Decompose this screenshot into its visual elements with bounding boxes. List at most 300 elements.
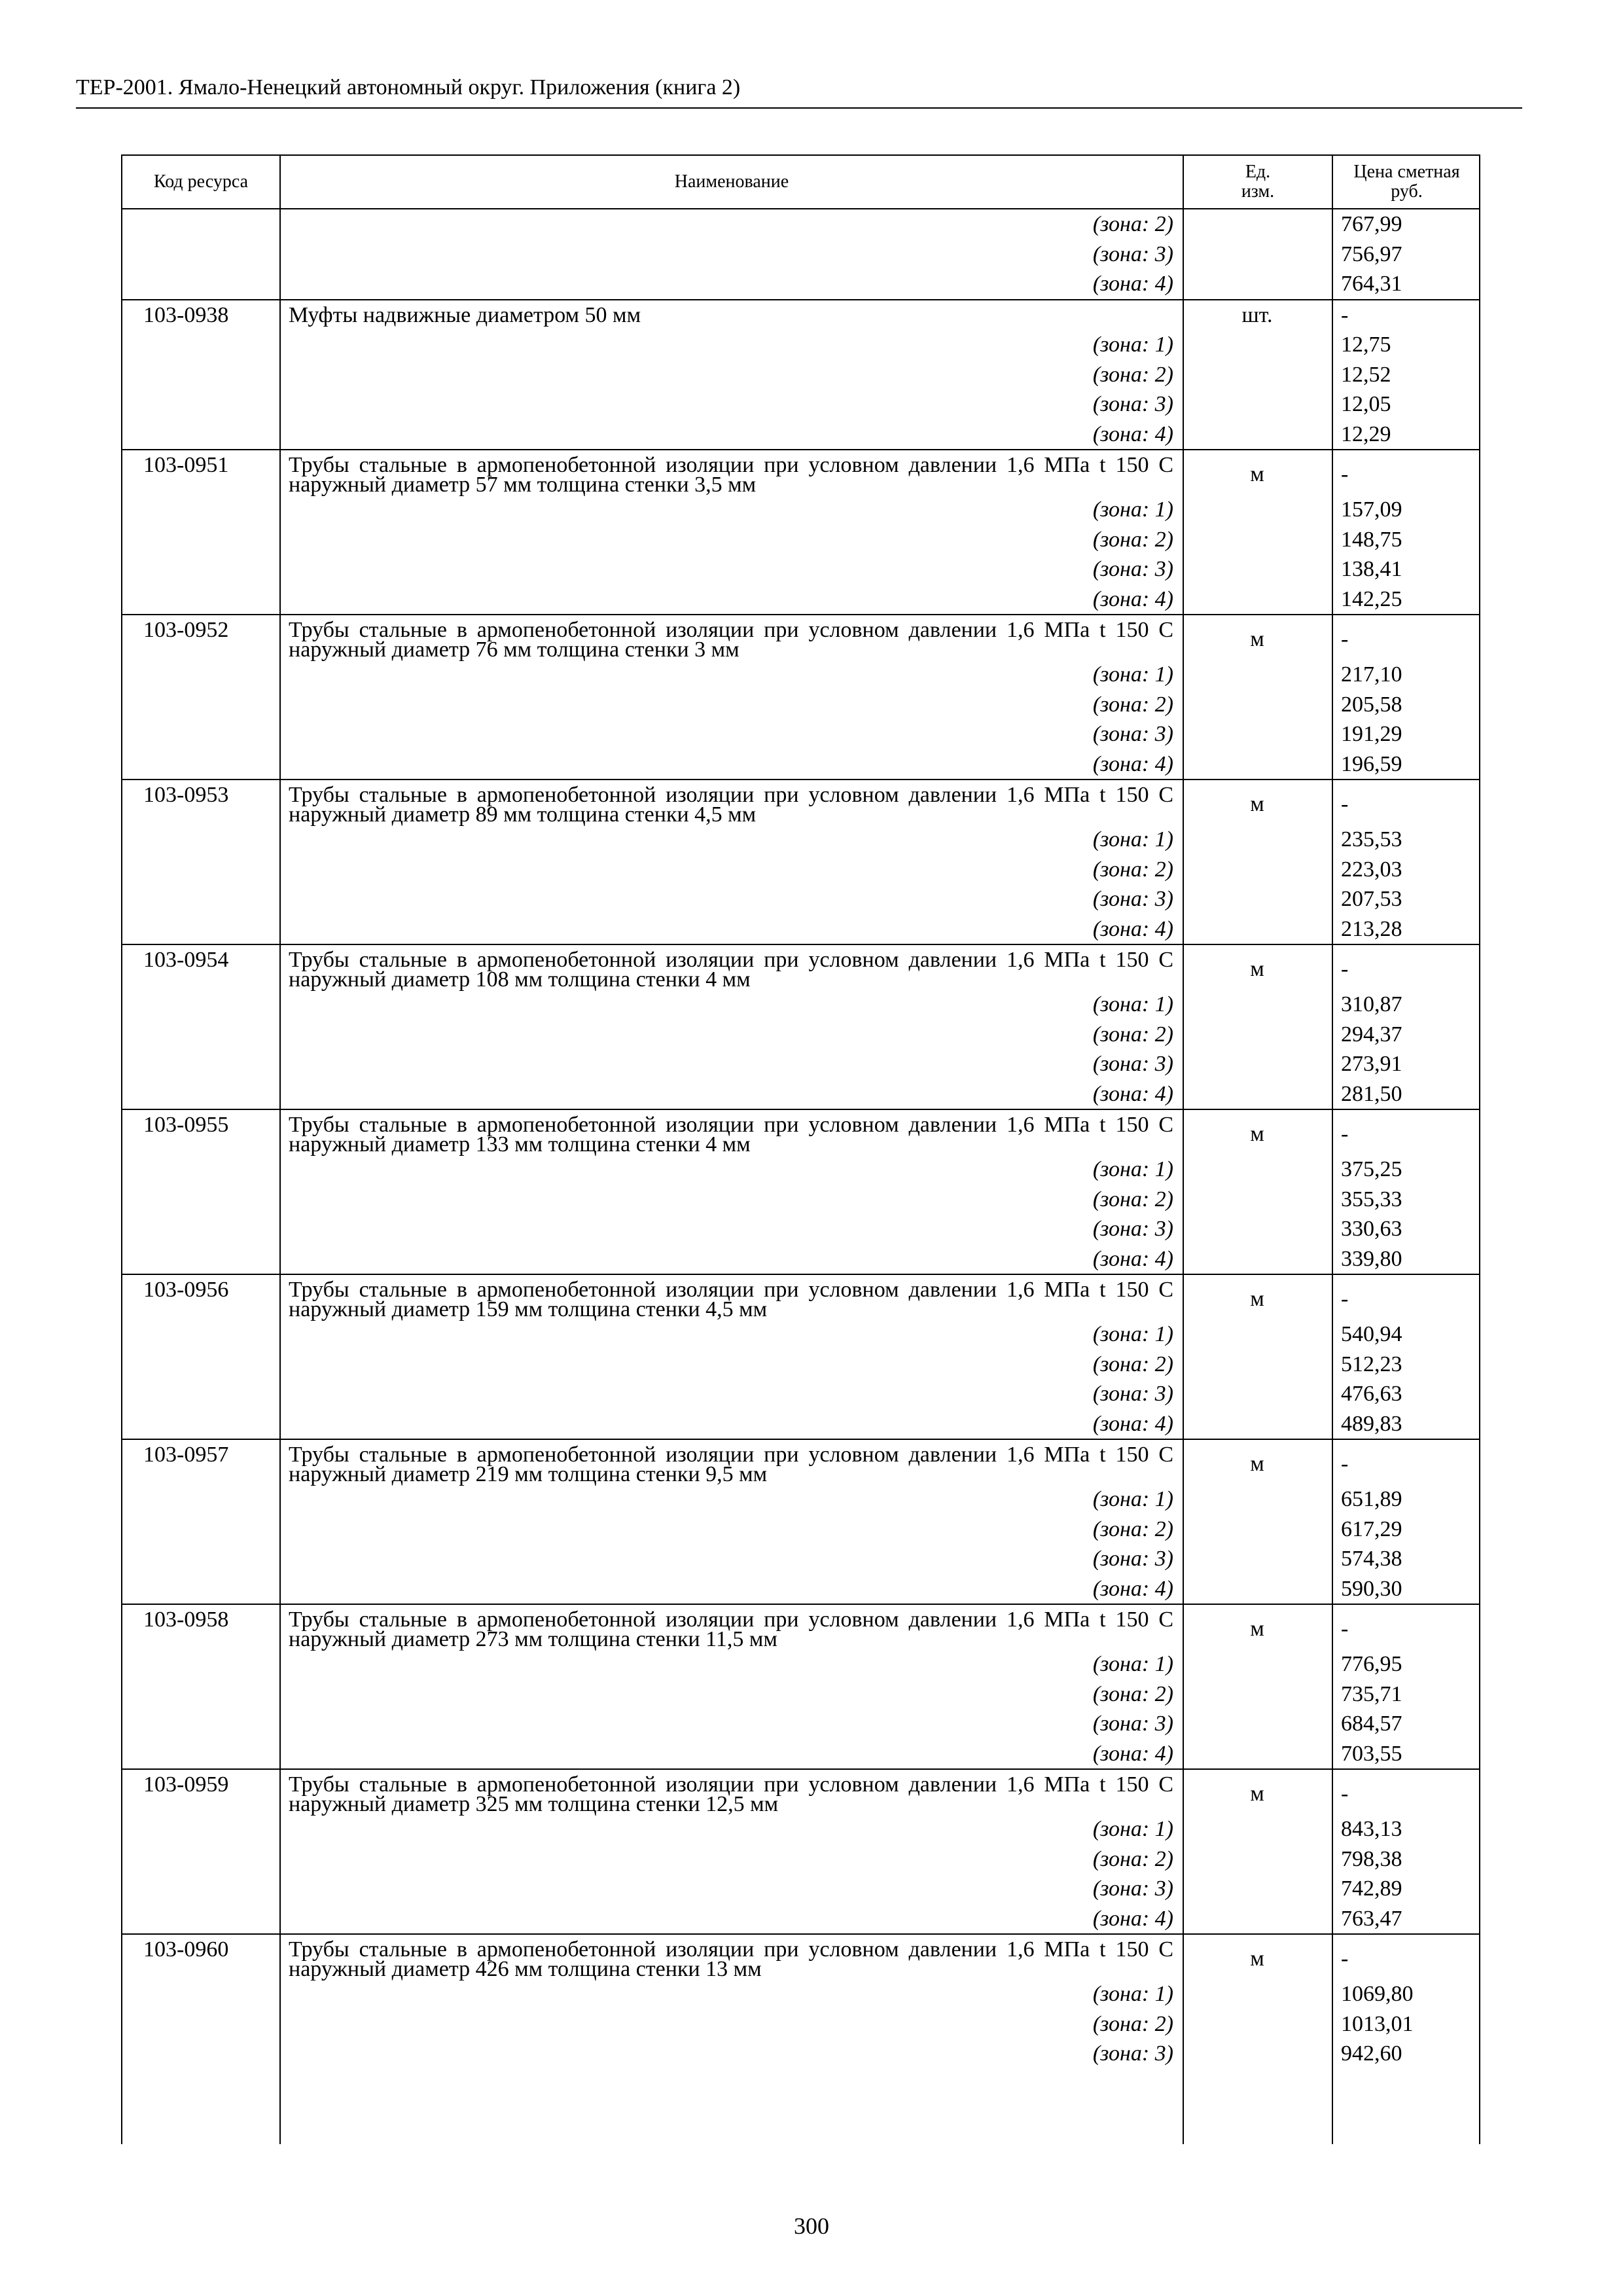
zone-row: [122, 1155, 1479, 1185]
zone-row: [122, 420, 1479, 450]
zone-row: [122, 1244, 1479, 1274]
zone-price: 12,52: [1341, 362, 1391, 387]
resource-code: 103-0952: [143, 618, 229, 642]
zone-label: (зона: 4): [1092, 1906, 1173, 1931]
empty-cell: [1183, 1484, 1332, 1515]
zone-price: 310,87: [1341, 992, 1402, 1016]
table-row: [122, 1275, 1479, 1319]
zone-price: 273,91: [1341, 1052, 1402, 1076]
zone-price: 294,37: [1341, 1022, 1402, 1047]
empty-cell: [122, 855, 279, 885]
zone-price: 756,97: [1341, 242, 1402, 266]
zone-label: (зона: 2): [1092, 1681, 1173, 1706]
empty-cell: [1183, 240, 1332, 270]
empty-cell: [122, 360, 279, 390]
empty-cell: [1183, 1544, 1332, 1574]
zone-label: (зона: 1): [1092, 1817, 1173, 1841]
price-table: [121, 154, 1480, 2144]
empty-cell: [122, 554, 279, 584]
empty-cell: [122, 389, 279, 420]
zone-price: 142,25: [1341, 586, 1402, 611]
resource-code: 103-0958: [143, 1607, 229, 1632]
zone-price: 684,57: [1341, 1712, 1402, 1736]
empty-cell: [1183, 1049, 1332, 1079]
zone-row: [122, 2039, 1479, 2069]
zone-label: (зона: 2): [1092, 1187, 1173, 1211]
zone-label: (зона: 1): [1092, 662, 1173, 687]
empty-cell: [122, 240, 279, 270]
resource-code: 103-0959: [143, 1772, 229, 1797]
empty-cell: [122, 1409, 279, 1439]
zone-row: [122, 1874, 1479, 1904]
zone-row: [122, 1379, 1479, 1409]
empty-cell: [1183, 825, 1332, 855]
empty-cell: [122, 1484, 279, 1515]
zone-label: (зона: 4): [1092, 272, 1173, 296]
zone-label: (зона: 1): [1092, 1487, 1173, 1511]
empty-cell: [122, 1844, 279, 1874]
zone-price: 157,09: [1341, 497, 1402, 522]
empty-cell: [122, 1079, 279, 1109]
zone-label: (зона: 4): [1092, 1081, 1173, 1106]
zone-label: (зона: 1): [1092, 1157, 1173, 1181]
empty-cell: [1183, 584, 1332, 615]
resource-name: Трубы стальные в армопенобетонной изоляции при условном давлении 1,6 МПа t 150 С наружный диаметр 108 мм толщина стенки 4 мм: [289, 948, 1173, 992]
empty-cell: [1183, 1020, 1332, 1050]
empty-cell: [1183, 690, 1332, 720]
zone-row: [122, 1319, 1479, 1350]
empty-cell: [122, 495, 279, 525]
empty-cell: [1183, 330, 1332, 360]
zone-price: 217,10: [1341, 662, 1402, 687]
zone-row: [122, 389, 1479, 420]
resource-unit: м: [1250, 462, 1264, 486]
resource-group: [122, 1110, 1479, 1275]
empty-cell: [1183, 209, 1332, 240]
zone-price: 1013,01: [1341, 2011, 1414, 2036]
empty-cell: [1183, 719, 1332, 749]
resource-group: [122, 945, 1479, 1110]
zone-row: [122, 660, 1479, 690]
zone-label: (зона: 4): [1092, 751, 1173, 776]
resource-name: Трубы стальные в армопенобетонной изоляции при условном давлении 1,6 МПа t 150 С наружный диаметр 219 мм толщина стенки 9,5 мм: [289, 1443, 1173, 1486]
table-row: [122, 300, 1479, 331]
zone-label: (зона: 1): [1092, 1652, 1173, 1676]
resource-unit: м: [1250, 1287, 1264, 1311]
empty-cell: [1183, 1649, 1332, 1679]
resource-name: Трубы стальные в армопенобетонной изоляции при условном давлении 1,6 МПа t 150 С наружный диаметр 325 мм толщина стенки 12,5 мм: [289, 1772, 1173, 1816]
zone-price: 12,05: [1341, 392, 1391, 416]
zone-row: [122, 1709, 1479, 1739]
zone-label: (зона: 4): [1092, 1411, 1173, 1436]
resource-code: 103-0956: [143, 1278, 229, 1302]
zone-label: (зона: 4): [1092, 916, 1173, 941]
zone-price: 205,58: [1341, 692, 1402, 717]
empty-cell: [1183, 1874, 1332, 1904]
zone-row: [122, 825, 1479, 855]
empty-cell: [122, 1679, 279, 1710]
zone-price: 339,80: [1341, 1246, 1402, 1271]
zone-row: [122, 990, 1479, 1020]
empty-cell: [122, 1350, 279, 1380]
empty-cell: [122, 269, 279, 299]
resource-price: -: [1341, 957, 1349, 981]
resource-unit: м: [1250, 957, 1264, 981]
empty-cell: [1183, 914, 1332, 944]
zone-label: (зона: 2): [1092, 212, 1173, 236]
empty-cell: [1183, 269, 1332, 299]
empty-cell: [122, 660, 279, 690]
empty-cell: [122, 1739, 279, 1769]
zone-price: 843,13: [1341, 1817, 1402, 1841]
zone-price: 742,89: [1341, 1876, 1402, 1901]
zone-price: 235,53: [1341, 827, 1402, 852]
zone-price: 617,29: [1341, 1516, 1402, 1541]
zone-price: 12,75: [1341, 332, 1391, 357]
zone-row: [122, 1350, 1479, 1380]
zone-row: [122, 525, 1479, 555]
empty-cell: [122, 420, 279, 450]
empty-cell: [122, 1574, 279, 1604]
zone-row: [122, 1844, 1479, 1874]
resource-group: [122, 780, 1479, 945]
resource-code: 103-0954: [143, 948, 229, 972]
resource-code: 103-0951: [143, 453, 229, 477]
zone-price: 281,50: [1341, 1081, 1402, 1106]
zone-price: 735,71: [1341, 1681, 1402, 1706]
zone-row: [122, 1409, 1479, 1439]
table-row: [122, 450, 1479, 495]
empty-cell: [1183, 525, 1332, 555]
zone-row: [122, 2009, 1479, 2039]
zone-price: 512,23: [1341, 1352, 1402, 1376]
empty-cell: [1183, 1319, 1332, 1350]
empty-cell: [1183, 1844, 1332, 1874]
zone-row: [122, 1739, 1479, 1769]
resource-unit: м: [1250, 1452, 1264, 1476]
zone-label: (зона: 1): [1092, 497, 1173, 522]
resource-name: Трубы стальные в армопенобетонной изоляции при условном давлении 1,6 МПа t 150 С наружный диаметр 159 мм толщина стенки 4,5 мм: [289, 1278, 1173, 1321]
empty-cell: [1183, 2009, 1332, 2039]
resource-unit: м: [1250, 1617, 1264, 1641]
zone-row: [122, 1214, 1479, 1244]
empty-cell: [1183, 2039, 1332, 2069]
zone-row: [122, 749, 1479, 780]
zone-label: (зона: 2): [1092, 527, 1173, 552]
table-row: [122, 1770, 1479, 1814]
zone-price: 942,60: [1341, 2041, 1402, 2066]
page-header: [76, 73, 1522, 109]
column-header-price: Цена сметная руб.: [1332, 156, 1480, 208]
empty-cell: [1183, 1515, 1332, 1545]
resource-code: 103-0955: [143, 1113, 229, 1137]
empty-cell: [122, 330, 279, 360]
table-row: [122, 945, 1479, 990]
empty-cell: [1183, 1679, 1332, 1710]
empty-cell: [1183, 554, 1332, 584]
empty-cell: [1183, 1814, 1332, 1844]
table-row: [122, 1440, 1479, 1484]
empty-cell: [1183, 1574, 1332, 1604]
zone-label: (зона: 2): [1092, 1022, 1173, 1047]
resource-price: -: [1341, 1287, 1349, 1311]
resource-code: 103-0960: [143, 1937, 229, 1962]
zone-price: 223,03: [1341, 857, 1402, 882]
empty-cell: [122, 690, 279, 720]
resource-group: [122, 1605, 1479, 1770]
zone-label: (зона: 3): [1092, 1876, 1173, 1901]
resource-group: [122, 209, 1479, 300]
zone-row: [122, 1649, 1479, 1679]
resource-price: -: [1341, 1782, 1349, 1806]
empty-cell: [122, 2009, 279, 2039]
zone-row: [122, 1484, 1479, 1515]
zone-price: 651,89: [1341, 1487, 1402, 1511]
zone-label: (зона: 1): [1092, 1982, 1173, 2006]
zone-label: (зона: 3): [1092, 1712, 1173, 1736]
empty-cell: [122, 749, 279, 780]
zone-row: [122, 1515, 1479, 1545]
zone-row: [122, 1544, 1479, 1574]
zone-price: 703,55: [1341, 1741, 1402, 1766]
empty-cell: [1183, 1739, 1332, 1769]
zone-price: 798,38: [1341, 1846, 1402, 1871]
zone-label: (зона: 2): [1092, 362, 1173, 387]
resource-price: -: [1341, 1617, 1349, 1641]
resource-group: [122, 1935, 1479, 2069]
resource-unit: м: [1250, 1782, 1264, 1806]
zone-price: 355,33: [1341, 1187, 1402, 1211]
resource-name: Муфты надвижные диаметром 50 мм: [289, 302, 641, 327]
zone-price: 213,28: [1341, 916, 1402, 941]
empty-cell: [122, 719, 279, 749]
zone-row: [122, 209, 1479, 240]
empty-cell: [122, 1904, 279, 1934]
zone-row: [122, 269, 1479, 299]
zone-row: [122, 330, 1479, 360]
resource-unit: м: [1250, 627, 1264, 651]
zone-price: 590,30: [1341, 1576, 1402, 1601]
resource-group: [122, 300, 1479, 451]
empty-cell: [1183, 1244, 1332, 1274]
zone-row: [122, 1185, 1479, 1215]
empty-cell: [1183, 1409, 1332, 1439]
table-row: [122, 615, 1479, 660]
zone-price: 763,47: [1341, 1906, 1402, 1931]
zone-label: (зона: 4): [1092, 1576, 1173, 1601]
empty-cell: [122, 1814, 279, 1844]
empty-cell: [1183, 990, 1332, 1020]
zone-label: (зона: 2): [1092, 2011, 1173, 2036]
empty-cell: [122, 1020, 279, 1050]
zone-row: [122, 1574, 1479, 1604]
zone-label: (зона: 4): [1092, 1741, 1173, 1766]
zone-row: [122, 1814, 1479, 1844]
empty-cell: [1183, 389, 1332, 420]
zone-row: [122, 719, 1479, 749]
zone-price: 1069,80: [1341, 1982, 1414, 2006]
zone-price: 764,31: [1341, 272, 1402, 296]
zone-row: [122, 495, 1479, 525]
zone-price: 191,29: [1341, 722, 1402, 746]
zone-price: 574,38: [1341, 1547, 1402, 1571]
zone-price: 207,53: [1341, 887, 1402, 911]
zone-row: [122, 1904, 1479, 1934]
empty-cell: [1183, 1185, 1332, 1215]
resource-price: -: [1341, 1452, 1349, 1476]
zone-price: 148,75: [1341, 527, 1402, 552]
empty-cell: [1183, 1350, 1332, 1380]
table-body: [122, 209, 1479, 2144]
zone-label: (зона: 3): [1092, 1052, 1173, 1076]
empty-cell: [122, 914, 279, 944]
empty-cell: [1183, 420, 1332, 450]
resource-unit: м: [1250, 792, 1264, 816]
empty-cell: [122, 584, 279, 615]
zone-price: 375,25: [1341, 1157, 1402, 1181]
resource-name: Трубы стальные в армопенобетонной изоляции при условном давлении 1,6 МПа t 150 С наружный диаметр 426 мм толщина стенки 13 мм: [289, 1937, 1173, 1981]
empty-cell: [122, 990, 279, 1020]
zone-row: [122, 240, 1479, 270]
empty-cell: [122, 884, 279, 914]
zone-row: [122, 360, 1479, 390]
zone-price: 476,63: [1341, 1382, 1402, 1406]
zone-label: (зона: 4): [1092, 586, 1173, 611]
empty-cell: [1183, 1155, 1332, 1185]
empty-cell: [122, 1185, 279, 1215]
empty-cell: [122, 209, 279, 240]
empty-cell: [122, 825, 279, 855]
empty-cell: [1183, 1379, 1332, 1409]
zone-row: [122, 1979, 1479, 2009]
zone-label: (зона: 3): [1092, 242, 1173, 266]
zone-row: [122, 1020, 1479, 1050]
zone-label: (зона: 2): [1092, 1846, 1173, 1871]
resource-code: 103-0953: [143, 783, 229, 807]
resource-name: Трубы стальные в армопенобетонной изоляции при условном давлении 1,6 МПа t 150 С наружный диаметр 133 мм толщина стенки 4 мм: [289, 1113, 1173, 1157]
resource-name: Трубы стальные в армопенобетонной изоляции при условном давлении 1,6 МПа t 150 С наружный диаметр 273 мм толщина стенки 11,5 мм: [289, 1607, 1173, 1651]
zone-row: [122, 884, 1479, 914]
empty-cell: [122, 1049, 279, 1079]
resource-unit: шт.: [1241, 302, 1273, 327]
zone-price: 12,29: [1341, 422, 1391, 446]
zone-label: (зона: 3): [1092, 887, 1173, 911]
empty-cell: [1183, 1709, 1332, 1739]
resource-name: Трубы стальные в армопенобетонной изоляции при условном давлении 1,6 МПа t 150 С наружный диаметр 57 мм толщина стенки 3,5 мм: [289, 453, 1173, 497]
resource-code: 103-0938: [143, 302, 229, 327]
zone-row: [122, 1079, 1479, 1109]
table-row: [122, 1605, 1479, 1649]
zone-label: (зона: 3): [1092, 392, 1173, 416]
zone-row: [122, 1049, 1479, 1079]
page-number: 300: [794, 2213, 829, 2239]
zone-label: (зона: 2): [1092, 857, 1173, 882]
zone-label: (зона: 1): [1092, 827, 1173, 852]
column-header-unit: Ед. изм.: [1183, 156, 1332, 208]
resource-name: Трубы стальные в армопенобетонной изоляции при условном давлении 1,6 МПа t 150 С наружный диаметр 89 мм толщина стенки 4,5 мм: [289, 783, 1173, 827]
empty-cell: [122, 1214, 279, 1244]
zone-label: (зона: 3): [1092, 1547, 1173, 1571]
empty-cell: [122, 1155, 279, 1185]
zone-price: 767,99: [1341, 212, 1402, 236]
resource-unit: м: [1250, 1122, 1264, 1146]
resource-code: 103-0957: [143, 1443, 229, 1467]
empty-cell: [1183, 495, 1332, 525]
empty-cell: [1183, 360, 1332, 390]
resource-group: [122, 1275, 1479, 1440]
table-row: [122, 1935, 1479, 1979]
zone-label: (зона: 3): [1092, 1217, 1173, 1241]
zone-label: (зона: 1): [1092, 332, 1173, 357]
zone-label: (зона: 2): [1092, 1516, 1173, 1541]
zone-price: 330,63: [1341, 1217, 1402, 1241]
resource-group: [122, 615, 1479, 780]
table-header-row: [122, 156, 1479, 209]
zone-label: (зона: 1): [1092, 1322, 1173, 1346]
empty-cell: [122, 525, 279, 555]
zone-price: 540,94: [1341, 1322, 1402, 1346]
empty-cell: [122, 1709, 279, 1739]
resource-price: -: [1341, 792, 1349, 816]
zone-label: (зона: 3): [1092, 1382, 1173, 1406]
table-row: [122, 780, 1479, 825]
document-title: ТЕР-2001. Ямало-Ненецкий автономный округ. Приложения (книга 2): [76, 75, 741, 99]
zone-price: 138,41: [1341, 557, 1402, 581]
empty-cell: [1183, 1079, 1332, 1109]
empty-cell: [122, 1649, 279, 1679]
resource-price: -: [1341, 462, 1349, 486]
zone-label: (зона: 3): [1092, 557, 1173, 581]
empty-cell: [1183, 1904, 1332, 1934]
resource-price: -: [1341, 302, 1349, 327]
resource-group: [122, 1770, 1479, 1935]
zone-label: (зона: 4): [1092, 1246, 1173, 1271]
empty-cell: [122, 1319, 279, 1350]
zone-label: (зона: 3): [1092, 722, 1173, 746]
zone-row: [122, 855, 1479, 885]
empty-cell: [1183, 855, 1332, 885]
zone-row: [122, 690, 1479, 720]
empty-cell: [122, 1874, 279, 1904]
zone-row: [122, 584, 1479, 615]
empty-cell: [1183, 1979, 1332, 2009]
resource-unit: м: [1250, 1946, 1264, 1971]
resource-name: Трубы стальные в армопенобетонной изоляции при условном давлении 1,6 МПа t 150 С наружный диаметр 76 мм толщина стенки 3 мм: [289, 618, 1173, 662]
zone-label: (зона: 4): [1092, 422, 1173, 446]
empty-cell: [1183, 660, 1332, 690]
empty-cell: [122, 2039, 279, 2069]
column-header-code: Код ресурса: [153, 171, 249, 192]
resource-group: [122, 450, 1479, 615]
zone-label: (зона: 2): [1092, 1352, 1173, 1376]
empty-cell: [122, 1979, 279, 2009]
zone-row: [122, 1679, 1479, 1710]
zone-price: 196,59: [1341, 751, 1402, 776]
empty-cell: [122, 1244, 279, 1274]
empty-cell: [1183, 884, 1332, 914]
resource-price: -: [1341, 627, 1349, 651]
zone-label: (зона: 2): [1092, 692, 1173, 717]
zone-row: [122, 914, 1479, 944]
empty-cell: [1183, 1214, 1332, 1244]
resource-group: [122, 1440, 1479, 1605]
zone-price: 489,83: [1341, 1411, 1402, 1436]
resource-price: -: [1341, 1122, 1349, 1146]
empty-cell: [1183, 749, 1332, 780]
zone-label: (зона: 1): [1092, 992, 1173, 1016]
empty-cell: [122, 1544, 279, 1574]
zone-row: [122, 554, 1479, 584]
